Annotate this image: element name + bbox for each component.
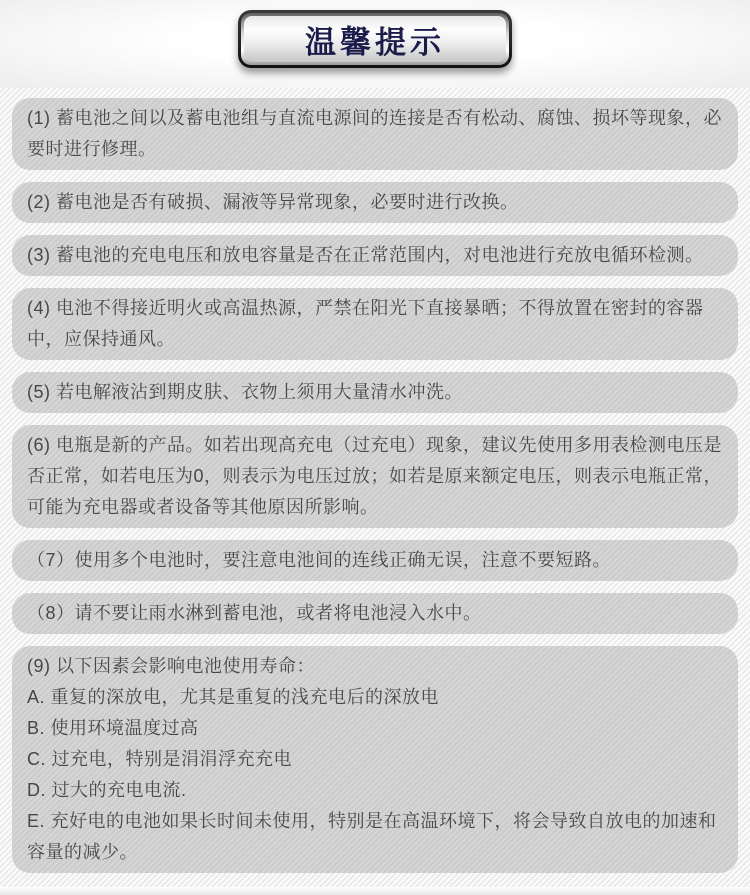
tip-item-9-line-c: C. 过充电，特别是涓涓浮充充电 (27, 749, 292, 769)
footer-strip (0, 887, 750, 895)
tip-item-3: (3) 蓄电池的充电电压和放电容量是否在正常范围内，对电池进行充放电循环检测。 (12, 235, 738, 276)
tip-item-2: (2) 蓄电池是否有破损、漏液等异常现象，必要时进行改换。 (12, 182, 738, 223)
tip-item-6: (6) 电瓶是新的产品。如若出现高充电（过充电）现象，建议先使用多用表检测电压是否正常，如若电压为0，则表示为电压过放；如若是原来额定电压，则表示电瓶正常，可能为充电器或者设备等其他原因所影响。 (12, 425, 738, 528)
tip-item-9-line-a: A. 重复的深放电，尤其是重复的浅充电后的深放电 (27, 687, 440, 707)
title-banner-frame (241, 13, 509, 65)
tip-item-1: (1) 蓄电池之间以及蓄电池组与直流电源间的连接是否有松动、腐蚀、损坏等现象，必要时进行修理。 (12, 98, 738, 170)
tip-item-8: （8）请不要让雨水淋到蓄电池，或者将电池浸入水中。 (12, 593, 738, 634)
title-banner-face (244, 16, 506, 62)
tips-section (0, 88, 750, 887)
tip-item-9-line-d: D. 过大的充电电流. (27, 780, 187, 800)
page-title: 温馨提示 (305, 24, 445, 60)
tip-item-9-header: (9) 以下因素会影响电池使用寿命： (27, 656, 315, 676)
tip-item-9 (12, 646, 738, 873)
tip-item-5: (5) 若电解液沾到期皮肤、衣物上须用大量清水冲洗。 (12, 372, 738, 413)
tip-item-9-line-b: B. 使用环境温度过高 (27, 718, 199, 738)
title-banner (238, 10, 512, 68)
header-section (0, 0, 750, 88)
tip-item-7: （7）使用多个电池时，要注意电池间的连线正确无误，注意不要短路。 (12, 540, 738, 581)
tip-item-4: (4) 电池不得接近明火或高温热源，严禁在阳光下直接暴晒；不得放置在密封的容器中，应保持通风。 (12, 288, 738, 360)
tip-item-9-line-e: E. 充好电的电池如果长时间未使用，特别是在高温环境下，将会导致自放电的加速和容量的减少。 (27, 811, 717, 862)
